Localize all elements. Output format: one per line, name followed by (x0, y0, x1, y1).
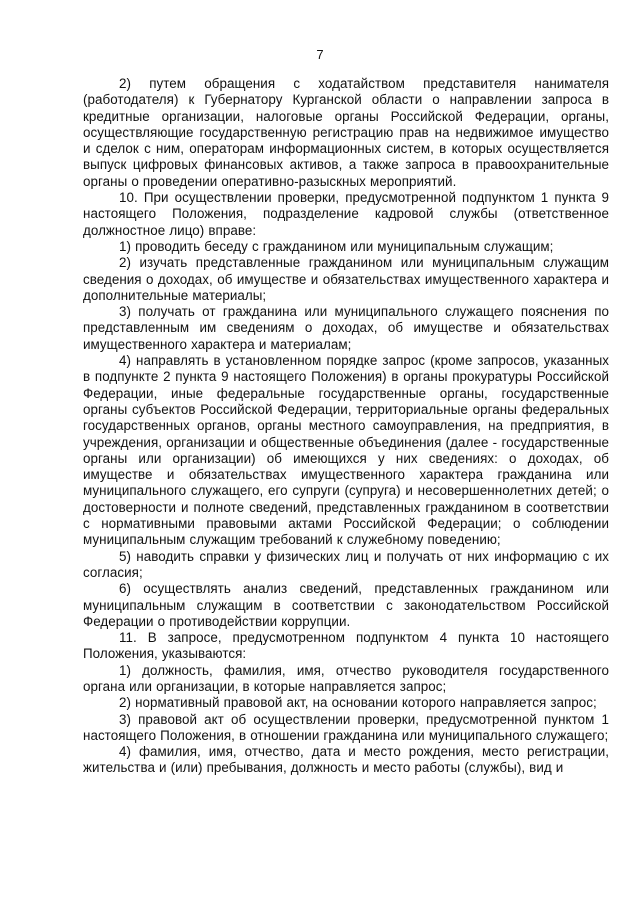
paragraph-9-2: 2) путем обращения с ходатайством представителя нанимателя (работодателя) к Губернатору Курганской области о направлении запроса в кредитные организации, налоговые органы Российской Федерации, органы, осуществляющие государственную регистрацию прав на недвижимое имущество и сделок с ним, операторам информационных систем, в которых осуществляется выпуск цифровых финансовых активов, а также запроса в правоохранительные органы о проведении оперативно-разыскных мероприятий. (83, 76, 609, 189)
document-body (83, 76, 609, 777)
paragraph-10: 10. При осуществлении проверки, предусмотренной подпунктом 1 пункта 9 настоящего Положения, подразделение кадровой службы (ответственное должностное лицо) вправе: (83, 190, 609, 238)
paragraph-11-1: 1) должность, фамилия, имя, отчество руководителя государственного органа или организации, в которые направляется запрос; (83, 662, 609, 694)
paragraph-11-3: 3) правовой акт об осуществлении проверки, предусмотренной пунктом 1 настоящего Положения, в отношении гражданина или муниципального служащего; (83, 711, 609, 743)
paragraph-10-6: 6) осуществлять анализ сведений, представленных гражданином или муниципальным служащим в соответствии с законодательством Российской Федерации о противодействии коррупции. (83, 581, 609, 629)
paragraph-10-2: 2) изучать представленные гражданином или муниципальным служащим сведения о доходах, об имуществе и обязательствах имущественного характера и дополнительные материалы; (83, 255, 609, 303)
page-number: 7 (316, 47, 324, 62)
paragraph-10-5: 5) наводить справки у физических лиц и получать от них информацию с их согласия; (83, 548, 609, 580)
paragraph-11-4: 4) фамилия, имя, отчество, дата и место рождения, место регистрации, жительства и (или) пребывания, должность и место работы (службы), вид и (83, 744, 609, 776)
paragraph-11: 11. В запросе, предусмотренном подпунктом 4 пункта 10 настоящего Положения, указываются: (83, 630, 609, 662)
paragraph-11-2: 2) нормативный правовой акт, на основании которого направляется запрос; (119, 695, 597, 711)
paragraph-10-4: 4) направлять в установленном порядке запрос (кроме запросов, указанных в подпункте 2 пункта 9 настоящего Положения) в органы прокуратуры Российской Федерации, иные федеральные государственные органы, государственные органы субъектов Российской Федерации, территориальные органы федеральных государственных органов, органы местного самоуправления, на предприятия, в учреждения, организации и общественные объединения (далее - государственные органы или организации) об имеющихся у них сведениях: о доходах, об имуществе и обязательствах имущественного характера гражданина или муниципального служащего, его супруги (супруга) и несовершеннолетних детей; о достоверности и полноте сведений, представленных гражданином в соответствии с нормативными правовыми актами Российской Федерации; о соблюдении муниципальным служащим требований к служебному поведению; (83, 353, 609, 548)
paragraph-10-1: 1) проводить беседу с гражданином или муниципальным служащим; (119, 238, 554, 254)
paragraph-10-3: 3) получать от гражданина или муниципального служащего пояснения по представленным им сведениям о доходах, об имуществе и обязательствах имущественного характера и материалам; (83, 304, 609, 352)
